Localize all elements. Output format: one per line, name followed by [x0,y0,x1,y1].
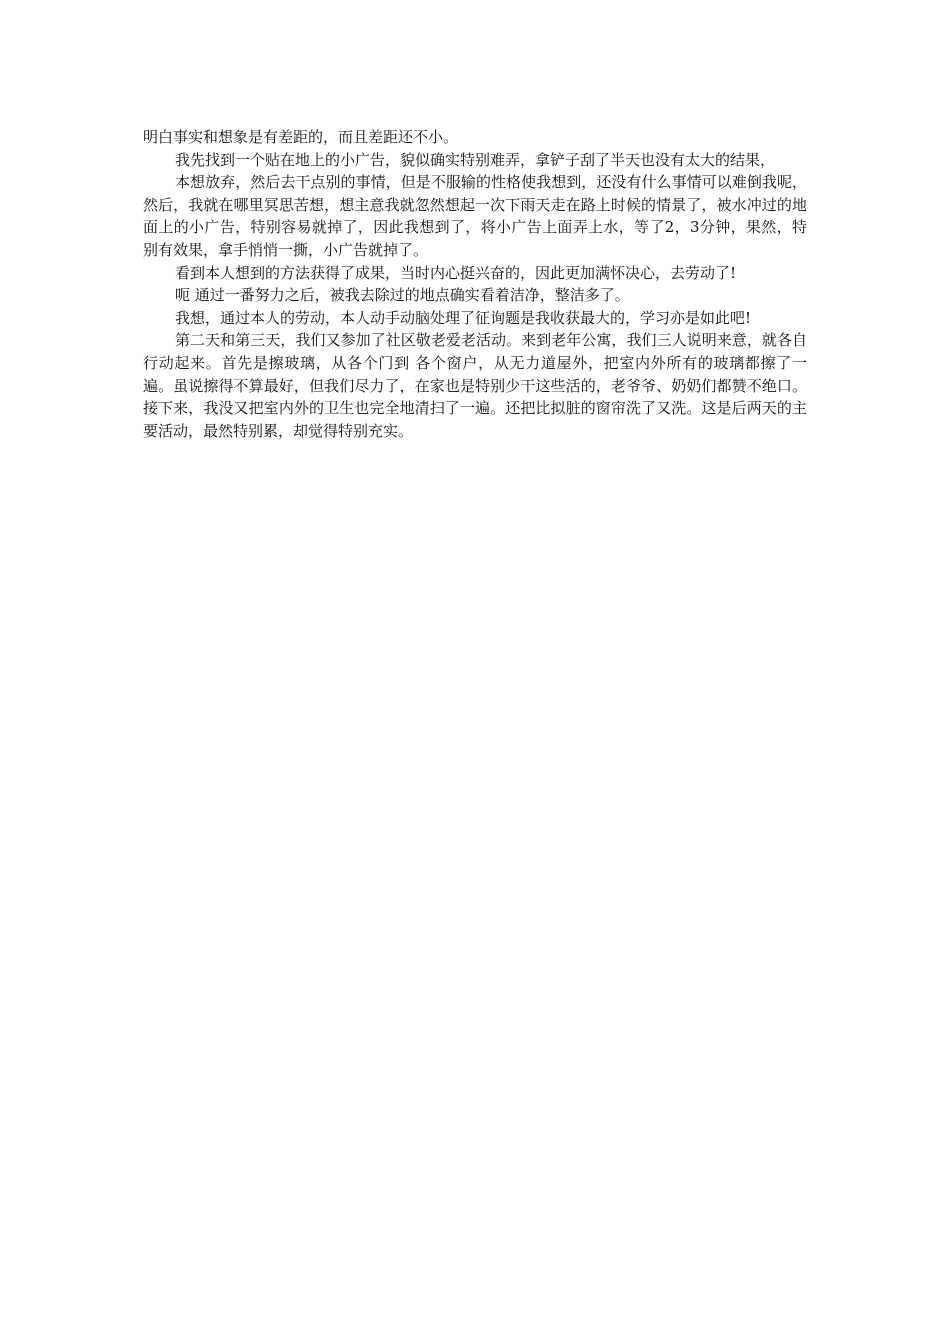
paragraph-7: 第二天和第三天，我们又参加了社区敬老爱老活动。来到老年公寓，我们三人说明来意，就各自行动起来。首先是擦玻璃，从各个门到 各个窗户，从无力道屋外，把室内外所有的玻璃都擦了一遍。虽说擦得不算最好，但我们尽力了，在家也是特别少干这些活的，老爷爷、奶奶们都赞不绝口。接下来，我没又把室内外的卫生也完全地清扫了一遍。还把比拟脏的窗帘洗了又洗。这是后两天的主要活动，最然特别累，却觉得特别充实。 [143,331,807,440]
paragraph-5: 呃 通过一番努力之后，被我去除过的地点确实看着洁净，整洁多了。 [175,286,630,305]
paragraph-4: 看到本人想到的方法获得了成果，当时内心挺兴奋的，因此更加满怀决心，去劳动了! [175,263,737,282]
paragraph-1: 明白事实和想象是有差距的，而且差距还不小。 [143,128,459,146]
paragraph-2: 我先找到一个贴在地上的小广告，貌似确实特别难弄，拿铲子刮了半天也没有太大的结果， [175,150,776,169]
paragraph-3: 本想放弃，然后去干点别的事情，但是不服输的性格使我想到，还没有什么事情可以难倒我呢，然后，我就在哪里冥思苦想，想主意我就忽然想起一次下雨天走在路上时候的情景了，被水冲过的地面上的小广告，特别容易就掉了，因此我想到了，将小广告上面弄上水，等了2，3分钟，果然，特别有效果，拿手悄悄一撕，小广告就掉了。 [143,173,807,259]
document-body [143,126,807,442]
paragraph-6: 我想，通过本人的劳动，本人动手动脑处理了征询题是我收获最大的，学习亦是如此吧! [175,308,752,327]
